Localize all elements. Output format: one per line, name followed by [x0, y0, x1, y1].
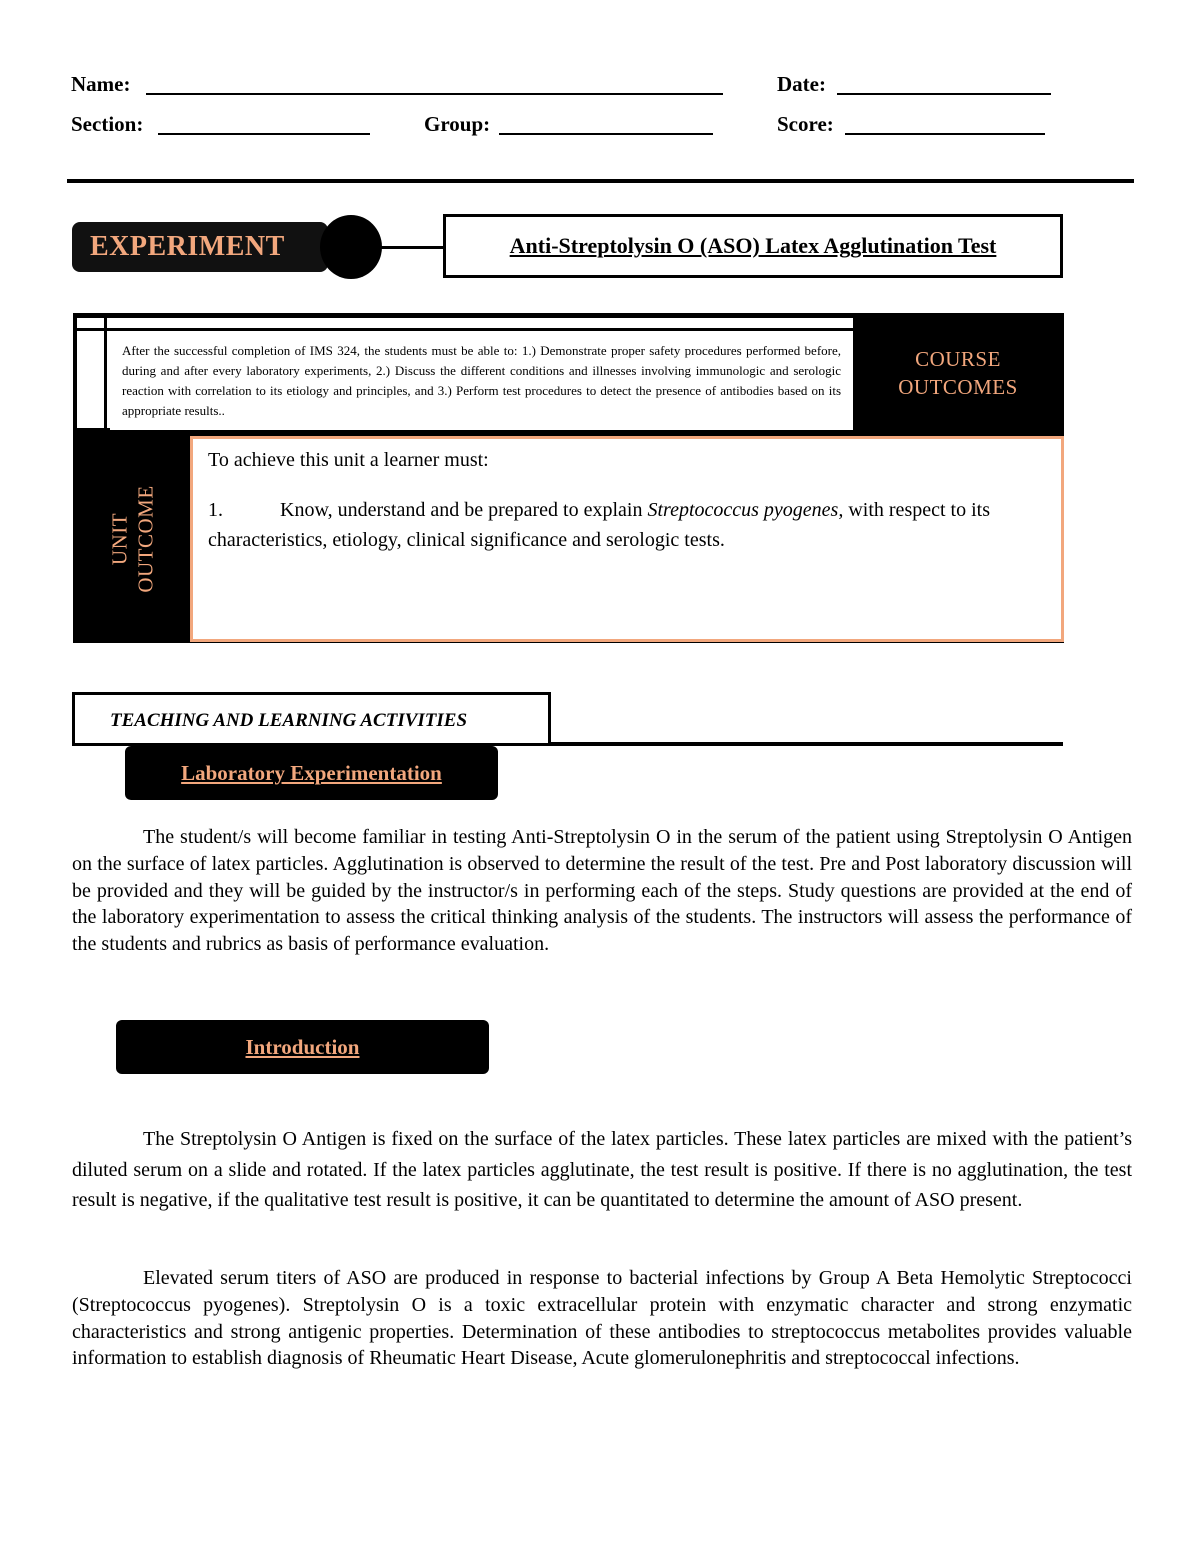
unit-outcome-item [208, 495, 1021, 555]
course-outcomes-frame-divider [104, 318, 107, 432]
group-field[interactable] [499, 133, 713, 135]
unit-outcome-organism: Streptococcus pyogenes, [647, 499, 844, 521]
date-label: Date: [777, 72, 826, 96]
experiment-tag: EXPERIMENT [72, 222, 328, 272]
group-label: Group: [424, 112, 491, 136]
unit-outcome-item-number: 1. [208, 499, 223, 521]
unit-outcome-label-line1: UNIT [108, 512, 132, 565]
course-outcomes-frame-line [77, 328, 855, 331]
experiment-circle-ornament [320, 215, 382, 279]
unit-outcome-label-line2: OUTCOME [134, 484, 158, 593]
score-field[interactable] [845, 133, 1045, 135]
date-field[interactable] [837, 93, 1051, 95]
unit-outcome-label [107, 485, 159, 592]
section-field[interactable] [158, 133, 370, 135]
introduction-heading: Introduction [116, 1020, 489, 1074]
unit-outcome-item-text-end: with respect to its characteristics, etiology, clinical significance and serologic tests. [208, 499, 990, 551]
unit-outcome-item-text: Know, understand and be prepared to explain [280, 499, 648, 521]
lab-experimentation-paragraph: The student/s will become familiar in testing Anti-Streptolysin O in the serum of the patient using Streptolysin O Antigen on the surface of latex particles. Agglutination is observed to determine the result of the test. Pre and Post laboratory discussion will be provided and they will be guided by the instructor/s in performing each of the steps. Study questions are provided at the end of the laboratory experimentation to assess the critical thinking analysis of the students. The instructors will assess the performance of the students and rubrics as basis of performance evaluation. [72, 826, 1132, 956]
introduction-paragraph-2: Elevated serum titers of ASO are produced in response to bacterial infections by Group A Beta Hemolytic Streptococci (Streptococcus pyogenes). Streptolysin O is a toxic extracellular protein with enzymatic character and strong enzymatic characteristics and strong antigenic properties. Determination of these antibodies to streptococcus metabolites provides valuable information to establish diagnosis of Rheumatic Heart Disease, Acute glomerulonephritis and streptococcal infections. [72, 1267, 1132, 1370]
course-outcomes-label-line2: OUTCOMES [898, 375, 1018, 399]
score-label: Score: [777, 112, 834, 136]
name-field[interactable] [146, 93, 723, 95]
section-label: Section: [71, 112, 144, 136]
unit-outcome-label-wrap [77, 436, 189, 641]
introduction-paragraph-1: The Streptolysin O Antigen is fixed on the surface of the latex particles. These latex particles are mixed with the patient’s diluted serum on a slide and rotated. If the latex particles agglutinate, the test result is positive. If there is no agglutination, the test result is negative, if the qualitative test result is positive, it can be quantitated to determine the amount of ASO present. [72, 1128, 1132, 1211]
teaching-activities-title: TEACHING AND LEARNING ACTIVITIES [72, 692, 551, 746]
header-divider [67, 179, 1134, 183]
course-outcomes-text: After the successful completion of IMS 324, the students must be able to: 1.) Demonstrate proper safety procedures performed before, during and after every laboratory experiments, 2.) Discuss the different conditions and illnesses involving immunologic and serologic reaction with correlation to its etiology and principles, and 3.) Perform test procedures to detect the presence of antibodies based on its appropriate results.. [110, 333, 853, 430]
name-label: Name: [71, 72, 131, 96]
lab-experimentation-heading: Laboratory Experimentation [125, 746, 498, 800]
course-outcomes-label [856, 345, 1060, 401]
unit-outcome-box [190, 436, 1064, 642]
course-outcomes-label-line1: COURSE [915, 347, 1001, 371]
teaching-activities-rule [551, 742, 1063, 746]
experiment-title: Anti-Streptolysin O (ASO) Latex Agglutination Test [443, 214, 1063, 278]
unit-outcome-intro: To achieve this unit a learner must: [208, 449, 489, 471]
experiment-connector [380, 246, 444, 249]
